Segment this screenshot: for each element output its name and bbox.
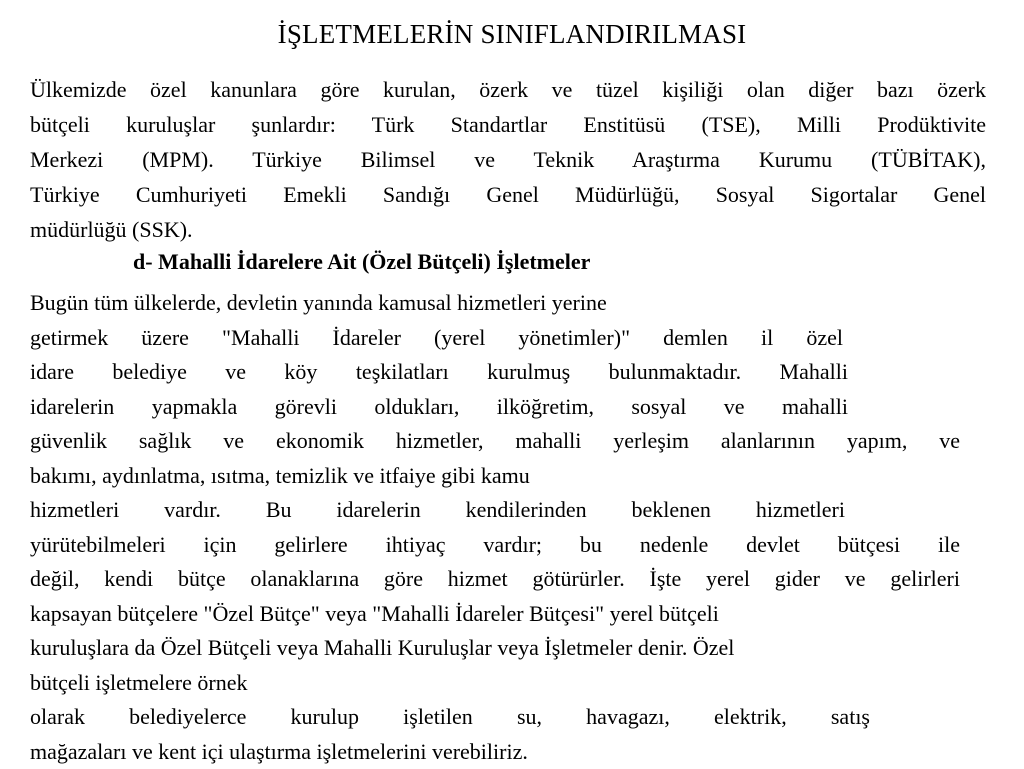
body-line: kapsayan bütçelere "Özel Bütçe" veya "Mahalli İdareler Bütçesi" yerel bütçeli: [30, 597, 960, 632]
intro-line: bütçeli kuruluşlar şunlardır: Türk Standartlar Enstitüsü (TSE), Milli Prodüktivite: [30, 107, 986, 142]
intro-paragraph: [30, 72, 986, 247]
body-line: bütçeli işletmelere örnek: [30, 666, 960, 701]
body-line: olarak belediyelerce kurulup işletilen su, havagazı, elektrik, satış: [30, 700, 870, 735]
body-line: bakımı, aydınlatma, ısıtma, temizlik ve itfaiye gibi kamu: [30, 459, 960, 494]
intro-line: Türkiye Cumhuriyeti Emekli Sandığı Genel Müdürlüğü, Sosyal Sigortalar Genel: [30, 177, 986, 212]
body-line: yürütebilmeleri için gelirlere ihtiyaç vardır; bu nedenle devlet bütçesi ile: [30, 528, 960, 563]
body-line: idare belediye ve köy teşkilatları kurulmuş bulunmaktadır. Mahalli: [30, 355, 848, 390]
intro-line: müdürlüğü (SSK).: [30, 212, 986, 247]
body-line: değil, kendi bütçe olanaklarına göre hizmet götürürler. İşte yerel gider ve gelirleri: [30, 562, 960, 597]
body-line: idarelerin yapmakla görevli oldukları, ilköğretim, sosyal ve mahalli: [30, 390, 848, 425]
body-paragraph: [30, 286, 960, 769]
body-line: hizmetleri vardır. Bu idarelerin kendilerinden beklenen hizmetleri: [30, 493, 845, 528]
intro-line: Merkezi (MPM). Türkiye Bilimsel ve Teknik Araştırma Kurumu (TÜBİTAK),: [30, 142, 986, 177]
section-heading: d- Mahalli İdarelere Ait (Özel Bütçeli) İşletmeler: [133, 244, 590, 280]
body-line: güvenlik sağlık ve ekonomik hizmetler, mahalli yerleşim alanlarının yapım, ve: [30, 424, 960, 459]
body-line: mağazaları ve kent içi ulaştırma işletmelerini verebiliriz.: [30, 735, 960, 769]
body-line: kuruluşlara da Özel Bütçeli veya Mahalli Kuruluşlar veya İşletmeler denir. Özel: [30, 631, 960, 666]
page-title: İŞLETMELERİN SINIFLANDIRILMASI: [0, 14, 1024, 54]
intro-line: Ülkemizde özel kanunlara göre kurulan, özerk ve tüzel kişiliği olan diğer bazı özerk: [30, 72, 986, 107]
body-line: getirmek üzere "Mahalli İdareler (yerel yönetimler)" demlen il özel: [30, 321, 843, 356]
body-line: Bugün tüm ülkelerde, devletin yanında kamusal hizmetleri yerine: [30, 286, 960, 321]
